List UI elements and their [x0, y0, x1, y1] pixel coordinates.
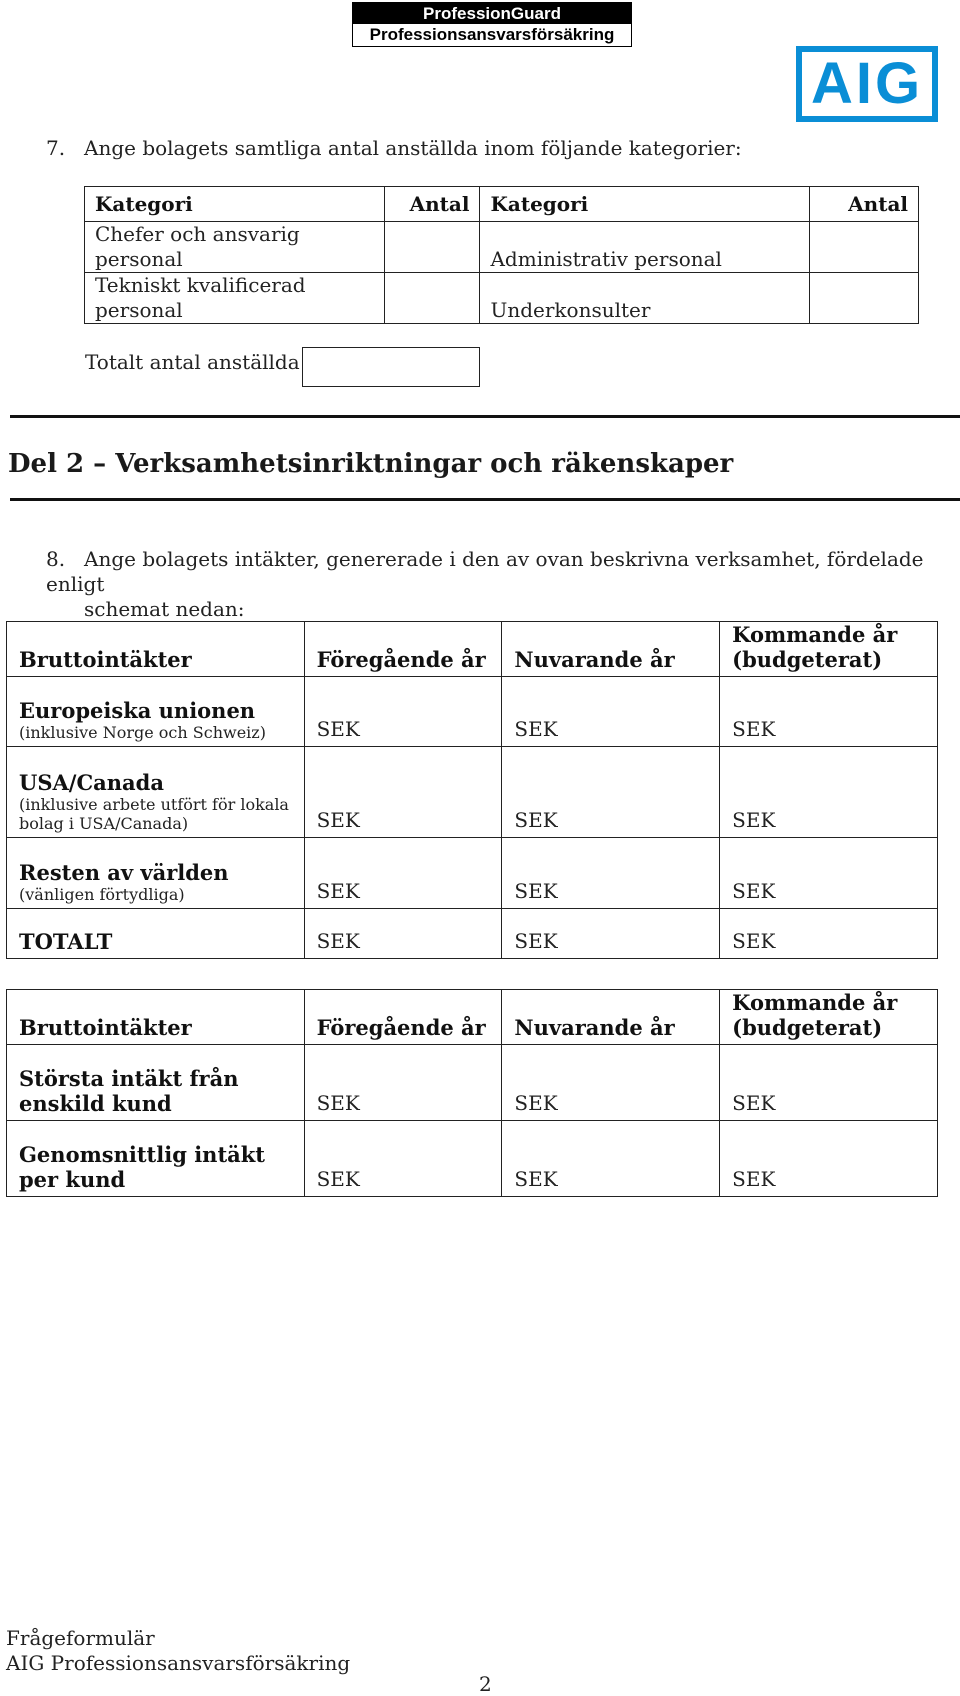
- category-cell: Administrativ personal: [480, 222, 810, 273]
- question-8-number: 8.: [46, 547, 66, 571]
- col-nuvarande-ar: Nuvarande år: [502, 990, 720, 1045]
- col-kommande-ar-line2: (budgeterat): [732, 1015, 883, 1040]
- count-input-cell[interactable]: [384, 222, 480, 273]
- table-row: [7, 677, 938, 747]
- category-cell: [85, 273, 385, 324]
- product-subtitle: Professionsansvarsförsäkring: [353, 24, 631, 46]
- col-bruttointakter: Bruttointäkter: [7, 622, 305, 677]
- count-input-cell[interactable]: [384, 273, 480, 324]
- region-title: USA/Canada: [19, 770, 164, 795]
- table-header-row: [7, 990, 938, 1045]
- col-kommande-ar: [720, 622, 938, 677]
- section-rule-bottom: [10, 498, 960, 501]
- amount-cell[interactable]: SEK: [720, 747, 938, 838]
- col-kategori-2: Kategori: [480, 187, 810, 222]
- col-kommande-ar-line2: (budgeterat): [732, 647, 883, 672]
- category-label-line1: Tekniskt kvalificerad: [95, 273, 306, 297]
- col-kommande-ar-line1: Kommande år: [732, 990, 898, 1015]
- category-label-line1: Chefer och ansvarig: [95, 222, 300, 246]
- category-label-line2: personal: [95, 298, 183, 322]
- amount-cell[interactable]: SEK: [502, 677, 720, 747]
- client-metric-line1: Största intäkt från: [19, 1066, 239, 1091]
- region-note: (inklusive Norge och Schweiz): [19, 723, 266, 742]
- total-cell: [7, 909, 305, 959]
- total-employees-label: Totalt antal anställda: [85, 350, 300, 374]
- amount-cell[interactable]: SEK: [502, 1121, 720, 1197]
- client-revenue-table: [6, 989, 938, 1197]
- page-number: 2: [479, 1672, 492, 1696]
- col-kommande-ar-line1: Kommande år: [732, 622, 898, 647]
- region-note-cont: bolag i USA/Canada): [19, 814, 189, 833]
- col-kommande-ar: [720, 990, 938, 1045]
- region-cell: [7, 747, 305, 838]
- amount-cell[interactable]: SEK: [720, 1045, 938, 1121]
- total-employees-input[interactable]: [302, 347, 480, 387]
- table-header-row: [7, 622, 938, 677]
- product-name: ProfessionGuard: [353, 3, 631, 24]
- product-badge: [352, 2, 632, 47]
- amount-cell[interactable]: SEK: [720, 838, 938, 909]
- question-8-text-cont: schemat nedan:: [84, 597, 245, 621]
- client-metric-cell: [7, 1045, 305, 1121]
- count-input-cell[interactable]: [810, 273, 919, 324]
- category-label-line2: personal: [95, 247, 183, 271]
- table-row-total: [7, 909, 938, 959]
- amount-cell[interactable]: SEK: [720, 909, 938, 959]
- total-title: TOTALT: [19, 929, 113, 954]
- section-title: Del 2 – Verksamhetsinriktningar och räkenskaper: [8, 449, 734, 479]
- question-7-number: 7.: [46, 136, 66, 160]
- client-metric-cell: [7, 1121, 305, 1197]
- footer-line2: AIG Professionsansvarsförsäkring: [6, 1651, 351, 1675]
- revenue-region-table: [6, 621, 938, 959]
- amount-cell[interactable]: SEK: [502, 909, 720, 959]
- question-7-text: Ange bolagets samtliga antal anställda inom följande kategorier:: [84, 136, 742, 160]
- col-foregaende-ar: Föregående år: [304, 990, 502, 1045]
- table-row: [7, 838, 938, 909]
- amount-cell[interactable]: SEK: [304, 1121, 502, 1197]
- table-row: [7, 1045, 938, 1121]
- category-cell: Underkonsulter: [480, 273, 810, 324]
- table-header-row: [85, 187, 919, 222]
- region-title: Resten av världen: [19, 860, 229, 885]
- table-row: [7, 747, 938, 838]
- col-kategori-1: Kategori: [85, 187, 385, 222]
- region-note: (inklusive arbete utfört för lokala: [19, 795, 289, 814]
- table-row: [7, 1121, 938, 1197]
- category-cell: [85, 222, 385, 273]
- col-nuvarande-ar: Nuvarande år: [502, 622, 720, 677]
- amount-cell[interactable]: SEK: [502, 838, 720, 909]
- amount-cell[interactable]: SEK: [720, 1121, 938, 1197]
- footer: [6, 1626, 350, 1676]
- amount-cell[interactable]: SEK: [304, 677, 502, 747]
- amount-cell[interactable]: SEK: [304, 838, 502, 909]
- amount-cell[interactable]: SEK: [304, 1045, 502, 1121]
- client-metric-line2: per kund: [19, 1167, 126, 1192]
- col-antal-2: Antal: [810, 187, 919, 222]
- col-foregaende-ar: Föregående år: [304, 622, 502, 677]
- question-8-text: Ange bolagets intäkter, genererade i den av ovan beskrivna verksamhet, fördelade enligt: [46, 547, 924, 596]
- amount-cell[interactable]: SEK: [502, 747, 720, 838]
- question-7: [46, 136, 742, 160]
- region-cell: [7, 838, 305, 909]
- amount-cell[interactable]: SEK: [304, 909, 502, 959]
- amount-cell[interactable]: SEK: [502, 1045, 720, 1121]
- region-cell: [7, 677, 305, 747]
- client-metric-line1: Genomsnittlig intäkt: [19, 1142, 266, 1167]
- region-title: Europeiska unionen: [19, 698, 256, 723]
- employee-category-table: [84, 186, 919, 324]
- amount-cell[interactable]: SEK: [720, 677, 938, 747]
- table-row: [85, 222, 919, 273]
- footer-line1: Frågeformulär: [6, 1626, 155, 1650]
- table-row: [85, 273, 919, 324]
- amount-cell[interactable]: SEK: [304, 747, 502, 838]
- region-note: (vänligen förtydliga): [19, 885, 185, 904]
- col-bruttointakter: Bruttointäkter: [7, 990, 305, 1045]
- client-metric-line2: enskild kund: [19, 1091, 172, 1116]
- col-antal-1: Antal: [384, 187, 480, 222]
- aig-logo: AIG: [796, 46, 938, 122]
- count-input-cell[interactable]: [810, 222, 919, 273]
- section-rule-top: [10, 415, 960, 418]
- question-8: [46, 547, 926, 622]
